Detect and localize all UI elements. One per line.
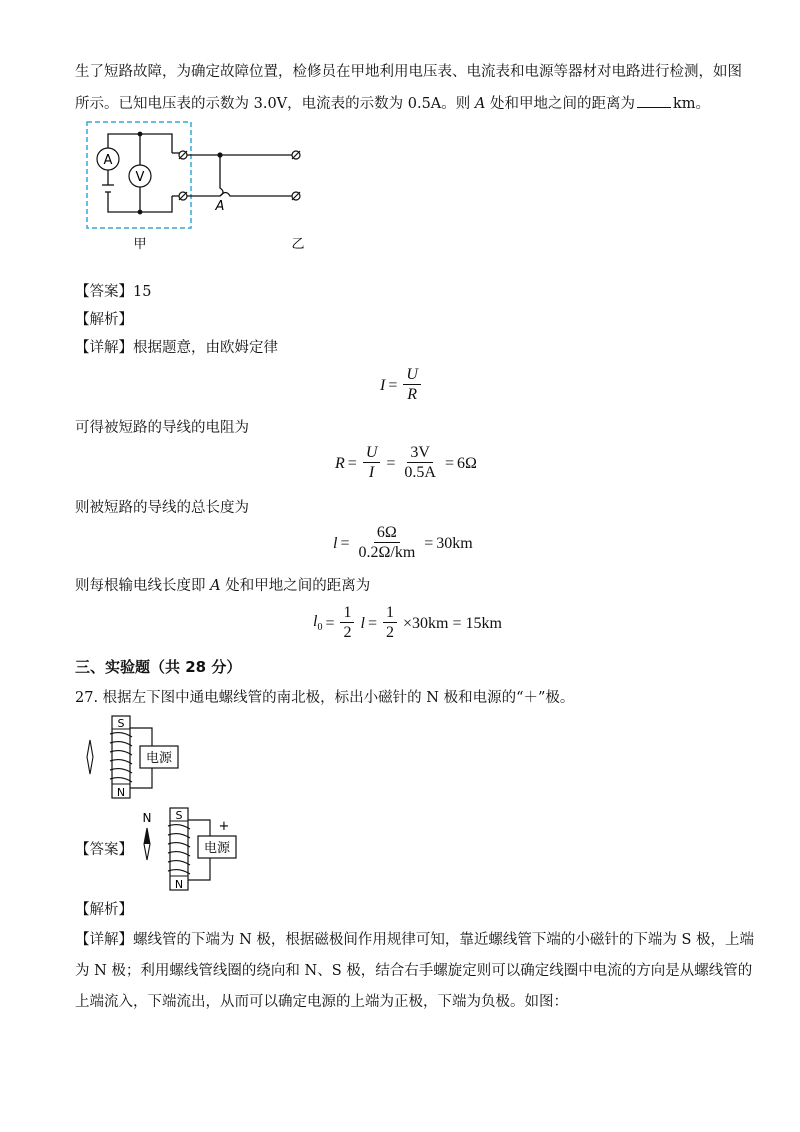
analysis-27: 【解析】: [75, 902, 133, 918]
section-heading: 三、实验题（共 28 分）: [75, 658, 242, 676]
pole-n-label: N: [116, 786, 126, 799]
intro-text-b: 处和甲地之间的距离为: [485, 96, 635, 112]
equation-distance: $l_0$ = $\frac{1}{2}$ l = $\frac{1}{2}$ ×30km = 15km: [313, 604, 502, 641]
intro-text-a: 所示。已知电压表的示数为 3.0V，电流表的示数为 0.5A。则: [75, 96, 475, 112]
eq3-den: 0.2Ω/km: [358, 544, 416, 561]
answer-blank: [637, 95, 671, 108]
eq2-den1: I: [368, 464, 375, 481]
intro-line-2: [75, 94, 740, 114]
eq3-num: 6Ω: [374, 524, 400, 543]
compass-needle: [87, 740, 93, 774]
text-resistance: 可得被短路的导线的电阻为: [75, 420, 249, 436]
eq2-num2: 3V: [407, 444, 433, 463]
analysis-1: 【解析】: [75, 312, 133, 328]
detail-27-line-1: 【详解】螺线管的下端为 N 极，根据磁极间作用规律可知，靠近螺线管下端的小磁针的下端为 S 极，上端: [75, 932, 755, 948]
detail-27-line-3: 上端流入，下端流出，从而可以确定电源的上端为正极，下端为负极。如图：: [75, 994, 568, 1010]
eq4-rhs: ×30km = 15km: [402, 614, 502, 632]
detail-1: [75, 338, 740, 358]
answer-1: [75, 282, 740, 302]
eq1-num: U: [403, 366, 421, 385]
eq4-mid: l: [360, 614, 365, 632]
solenoid-diagram-answer: [138, 802, 248, 894]
eq3-rhs: 30km: [436, 534, 473, 552]
label-jia: 甲: [133, 237, 147, 252]
pole-s-label-answer: S: [175, 809, 183, 822]
eq1-den: R: [407, 386, 418, 403]
answer-tag: 【答案】: [75, 284, 133, 300]
power-source-label: 电源: [145, 751, 173, 766]
detail-27-line-2: 为 N 极；利用螺线管线圈的绕向和 N、S 极，结合右手螺旋定则可以确定线圈中电流的方向是从螺线管的: [75, 963, 753, 979]
solenoid-diagram-question: [80, 712, 190, 802]
equation-ohm: I = $\frac{U}{R}$: [380, 366, 424, 405]
pole-s-label: S: [117, 717, 125, 730]
ammeter-label: A: [103, 153, 113, 168]
point-a-var: A: [474, 96, 486, 112]
text-distance: [75, 576, 740, 596]
eq4-den2: 2: [385, 624, 394, 641]
circuit-diagram: [80, 118, 340, 256]
eq4-num2: 1: [383, 604, 397, 623]
answer-value: 15: [133, 284, 152, 300]
eq3-lhs: l: [333, 534, 338, 552]
voltmeter-label: V: [135, 170, 145, 185]
t4-b: 处和甲地之间的距离为: [220, 578, 371, 594]
t4-var: A: [210, 578, 221, 594]
eq2-rhs: 6Ω: [457, 454, 477, 472]
needle-n-half: [144, 828, 150, 844]
answer-27: 【答案】: [75, 842, 133, 858]
t4-a: 则每根输电线长度即: [75, 578, 211, 594]
power-source-label-answer: 电源: [203, 841, 231, 856]
plus-label: +: [218, 819, 230, 834]
eq4-lhs: $l_0$: [313, 613, 323, 634]
eq4-num: 1: [340, 604, 354, 623]
detail-text: 根据题意，由欧姆定律: [133, 340, 278, 356]
question-27: 27. 根据左下图中通电螺线管的南北极，标出小磁针的 N 极和电源的“＋”极。: [75, 690, 575, 706]
eq1-lhs: I: [380, 376, 386, 394]
label-yi: 乙: [291, 237, 305, 252]
point-a-label: A: [215, 199, 225, 214]
eq2-den2: 0.5A: [404, 464, 436, 481]
needle-n-label: N: [142, 811, 152, 825]
intro-unit: km。: [672, 96, 711, 112]
equation-resistance: R = $\frac{U}{I}$ = $\frac{3V}{0.5A}$ = 6Ω: [335, 444, 477, 481]
eq4-den: 2: [343, 624, 352, 641]
pole-n-label-answer: N: [174, 878, 184, 891]
eq2-lhs: R: [335, 454, 345, 472]
intro-line-1: 生了短路故障，为确定故障位置，检修员在甲地利用电压表、电流表和电源等器材对电路进行检测，如图: [75, 64, 742, 80]
eq2-num1: U: [363, 444, 381, 463]
equation-length: l = $\frac{6\Omega}{0.2\Omega/km}$ = 30km: [333, 524, 473, 561]
text-length: 则被短路的导线的总长度为: [75, 500, 249, 516]
detail-tag: 【详解】: [75, 340, 133, 356]
